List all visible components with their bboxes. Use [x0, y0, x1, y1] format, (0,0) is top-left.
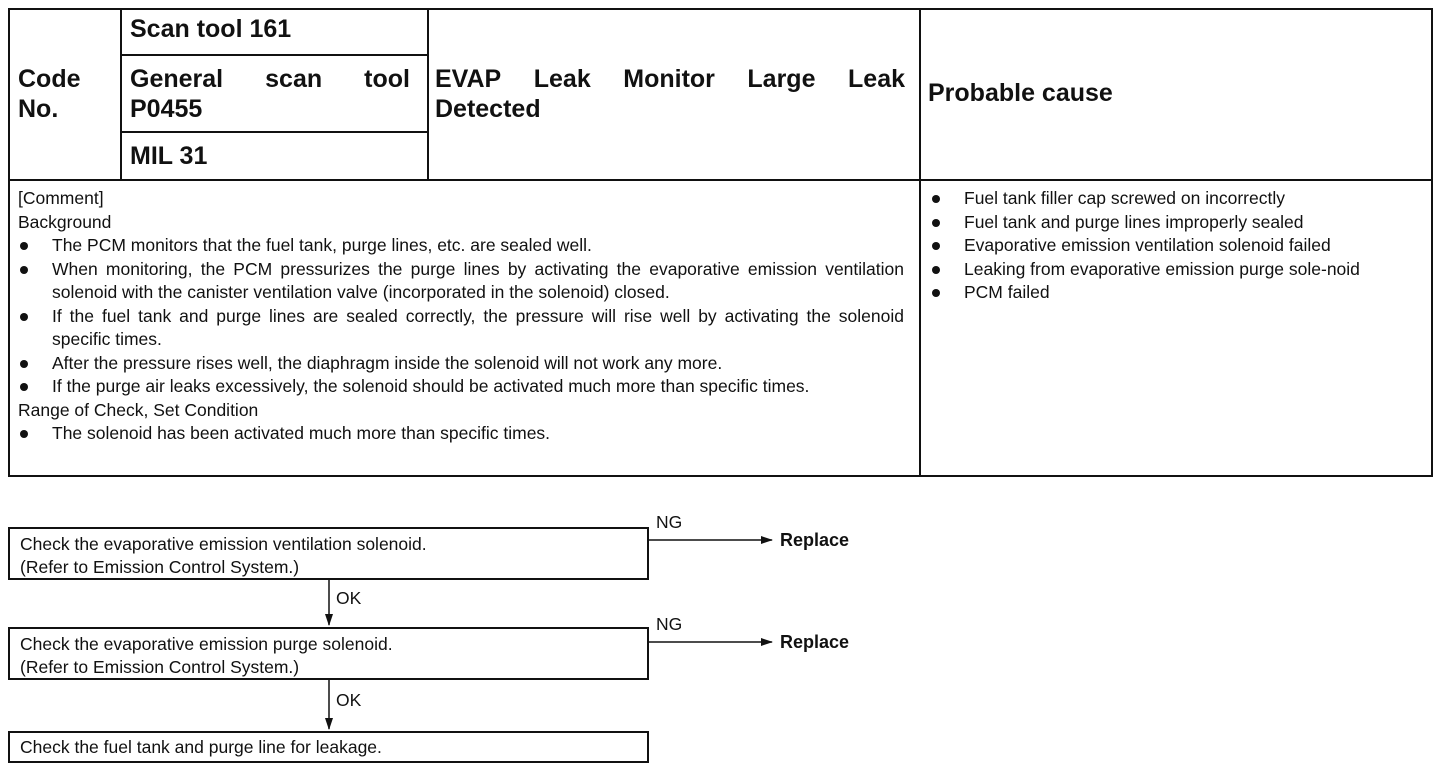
list-item: If the fuel tank and purge lines are sealed correctly, the pressure will rise well by activating the solenoid specific times. [18, 305, 904, 352]
general-word: General [130, 65, 224, 93]
code-label: Code [18, 65, 81, 93]
list-item: Evaporative emission ventilation solenoid failed [930, 234, 1398, 258]
check-ventilation-solenoid-step [8, 527, 649, 580]
title-word: Leak [533, 65, 591, 93]
list-item: If the purge air leaks excessively, the solenoid should be activated much more than specific times. [18, 375, 904, 399]
title-word: EVAP [435, 65, 502, 93]
ok-label: OK [336, 588, 362, 608]
list-item: Fuel tank and purge lines improperly sealed [930, 211, 1398, 235]
title-line2: Detected [435, 95, 541, 123]
step-reference: (Refer to Emission Control System.) [20, 657, 300, 677]
list-item: The PCM monitors that the fuel tank, purge lines, etc. are sealed well. [18, 234, 904, 258]
check-leakage-step [8, 731, 649, 763]
background-label: Background [18, 211, 112, 232]
scan-tool-code: Scan tool 161 [130, 15, 292, 43]
probable-cause-header: Probable cause [928, 79, 1113, 107]
title-word: Large [747, 65, 816, 93]
replace-label: Replace [780, 632, 850, 652]
list-item: Leaking from evaporative emission purge sole-noid [930, 258, 1398, 282]
list-item: Fuel tank filler cap screwed on incorrectly [930, 187, 1398, 211]
title-word: Monitor [623, 65, 715, 93]
range-label: Range of Check, Set Condition [18, 399, 259, 420]
list-item: The solenoid has been activated much more than specific times. [18, 422, 904, 446]
check-purge-solenoid-step [8, 627, 649, 680]
replace-label: Replace [780, 530, 850, 550]
list-item: When monitoring, the PCM pressurizes the purge lines by activating the evaporative emission ventilation solenoid with the canister ventilation valve (incorporated in the solenoid) closed. [18, 258, 904, 305]
comment-label: [Comment] [18, 188, 104, 208]
no-label: No. [18, 95, 59, 123]
p-code: P0455 [130, 95, 203, 123]
step-text: Check the evaporative emission purge solenoid. [20, 634, 393, 654]
step-reference: (Refer to Emission Control System.) [20, 557, 300, 577]
step-text: Check the evaporative emission ventilation solenoid. [20, 534, 427, 554]
ng-label: NG [656, 512, 683, 532]
step-text: Check the fuel tank and purge line for leakage. [20, 737, 382, 757]
list-item: After the pressure rises well, the diaphragm inside the solenoid will not work any more. [18, 352, 904, 376]
mil-code: MIL 31 [130, 142, 208, 170]
tool-word: tool [364, 65, 410, 93]
ng-label: NG [656, 614, 683, 634]
list-item: PCM failed [930, 281, 1398, 305]
scan-word: scan [265, 65, 323, 93]
ok-label: OK [336, 690, 362, 710]
title-word: Leak [848, 65, 905, 93]
